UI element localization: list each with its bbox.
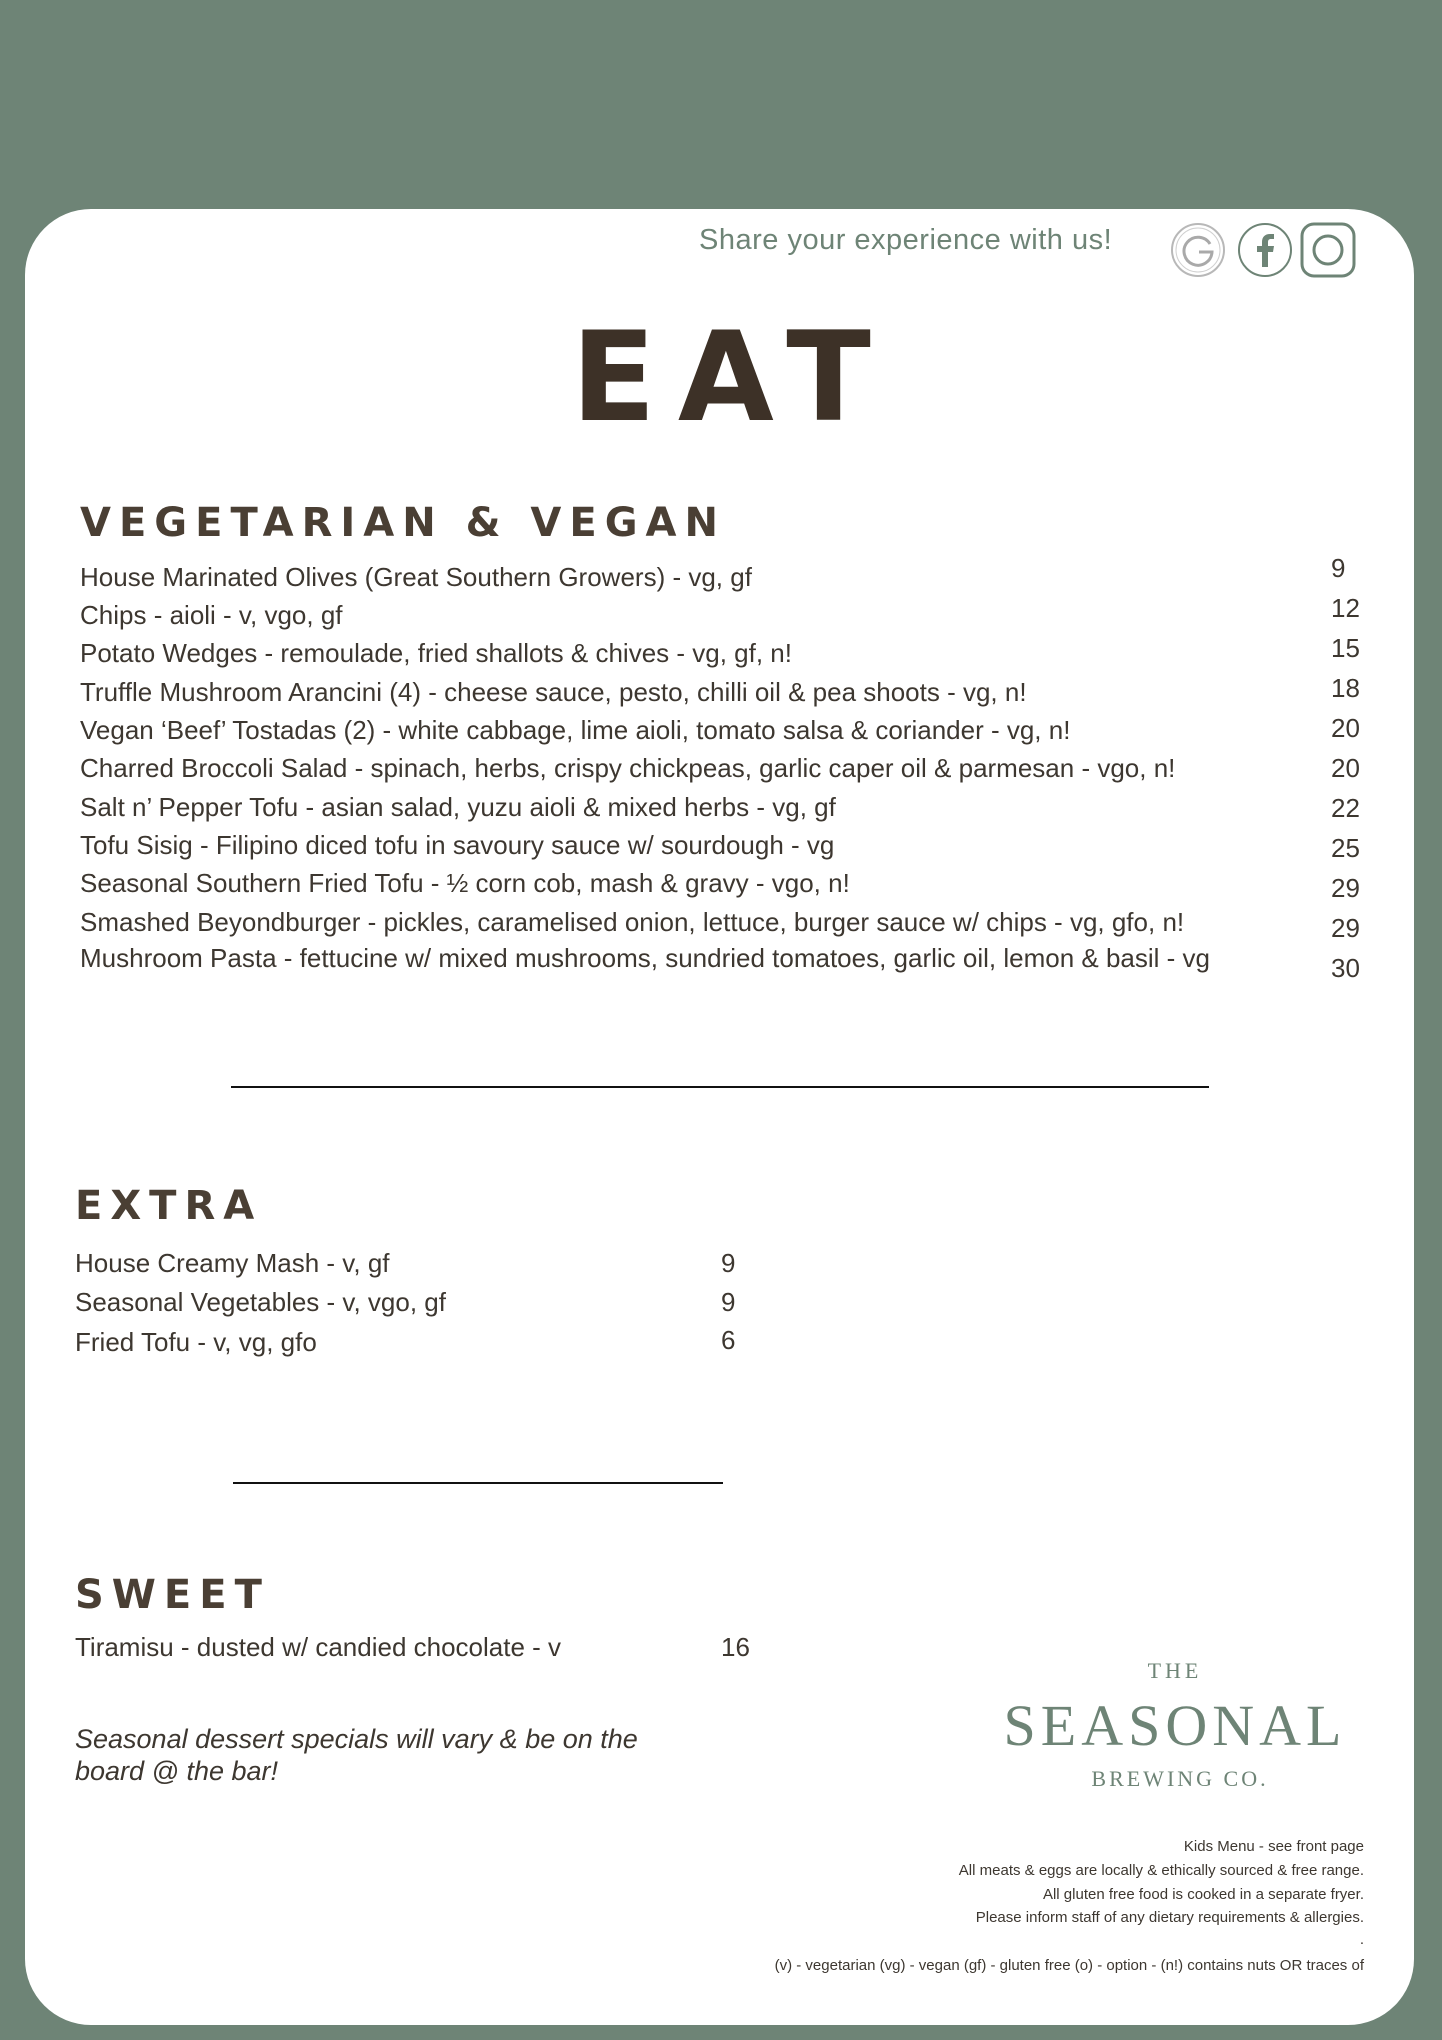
menu-item-name: Potato Wedges - remoulade, fried shallots & chives - vg, gf, n! [80, 638, 792, 668]
facebook-icon[interactable] [1237, 222, 1293, 278]
menu-item-name: Chips - aioli - v, vgo, gf [80, 600, 343, 630]
menu-item-name: Seasonal Southern Fried Tofu - ½ corn cob, mash & gravy - vgo, n! [80, 868, 850, 898]
dessert-specials-note: Seasonal dessert specials will vary & be on the board @ the bar! [75, 1724, 638, 1786]
menu-item-price: 22 [1331, 793, 1360, 823]
footer-line: Kids Menu - see front page [1183, 1838, 1364, 1855]
section-heading-extra: EXTRA [75, 1183, 263, 1229]
menu-item-price: 16 [721, 1632, 750, 1662]
menu-item-name: Charred Broccoli Salad - spinach, herbs, crispy chickpeas, garlic caper oil & parmesan - vgo, n! [80, 753, 1176, 783]
section-heading-vegetarian: VEGETARIAN & VEGAN [80, 500, 726, 546]
section-heading-sweet: SWEET [75, 1572, 270, 1618]
instagram-icon[interactable] [1300, 222, 1356, 278]
menu-item-price: 20 [1331, 713, 1360, 743]
menu-item-price: 18 [1331, 673, 1360, 703]
menu-item-price: 25 [1331, 833, 1360, 863]
menu-item-name: Smashed Beyondburger - pickles, caramelised onion, lettuce, burger sauce w/ chips - vg, gfo, n! [80, 907, 1185, 937]
menu-item-price: 6 [721, 1325, 736, 1355]
menu-item-price: 9 [721, 1287, 736, 1317]
menu-item-name: Vegan ‘Beef’ Tostadas (2) - white cabbage, lime aioli, tomato salsa & coriander - vg, n! [80, 715, 1071, 745]
menu-item-price: 9 [721, 1248, 736, 1278]
footer-line: All meats & eggs are locally & ethically sourced & free range. [958, 1862, 1364, 1879]
menu-item-price: 9 [1331, 553, 1346, 583]
menu-item-price: 15 [1331, 633, 1360, 663]
menu-item-name: Tofu Sisig - Filipino diced tofu in savoury sauce w/ sourdough - vg [80, 830, 835, 860]
section-divider [233, 1482, 723, 1484]
footer-line: Please inform staff of any dietary requirements & allergies. [975, 1909, 1364, 1926]
dietary-legend: (v) - vegetarian (vg) - vegan (gf) - gluten free (o) - option - (n!) contains nuts OR traces of [774, 1957, 1364, 1974]
footer-line: All gluten free food is cooked in a separate fryer. [1042, 1886, 1364, 1903]
menu-item-price: 29 [1331, 873, 1360, 903]
menu-item-name: Tiramisu - dusted w/ candied chocolate - v [75, 1632, 562, 1662]
menu-item-name: Salt n’ Pepper Tofu - asian salad, yuzu aioli & mixed herbs - vg, gf [80, 792, 836, 822]
logo-subtitle: BREWING CO. [1091, 1766, 1269, 1791]
menu-item-name: Seasonal Vegetables - v, vgo, gf [75, 1287, 446, 1317]
logo-name: SEASONAL [1003, 1693, 1347, 1758]
menu-item-price: 30 [1331, 953, 1360, 983]
menu-item-name: Mushroom Pasta - fettucine w/ mixed mushrooms, sundried tomatoes, garlic oil, lemon & basil - vg [80, 943, 1211, 973]
menu-item-price: 12 [1331, 593, 1360, 623]
logo-the: THE [1147, 1658, 1203, 1683]
page-title: EAT [571, 306, 893, 450]
menu-item-price: 20 [1331, 753, 1360, 783]
share-text: Share your experience with us! [699, 224, 1113, 256]
menu-item-price: 29 [1331, 913, 1360, 943]
menu-item-name: Truffle Mushroom Arancini (4) - cheese sauce, pesto, chilli oil & pea shoots - vg, n! [80, 677, 1027, 707]
menu-item-name: House Marinated Olives (Great Southern Growers) - vg, gf [80, 562, 752, 592]
google-icon[interactable] [1170, 222, 1226, 278]
section-divider [231, 1086, 1209, 1088]
menu-item-name: Fried Tofu - v, vg, gfo [75, 1327, 317, 1357]
footer-line: . [1359, 1931, 1364, 1948]
menu-item-name: House Creamy Mash - v, gf [75, 1248, 390, 1278]
